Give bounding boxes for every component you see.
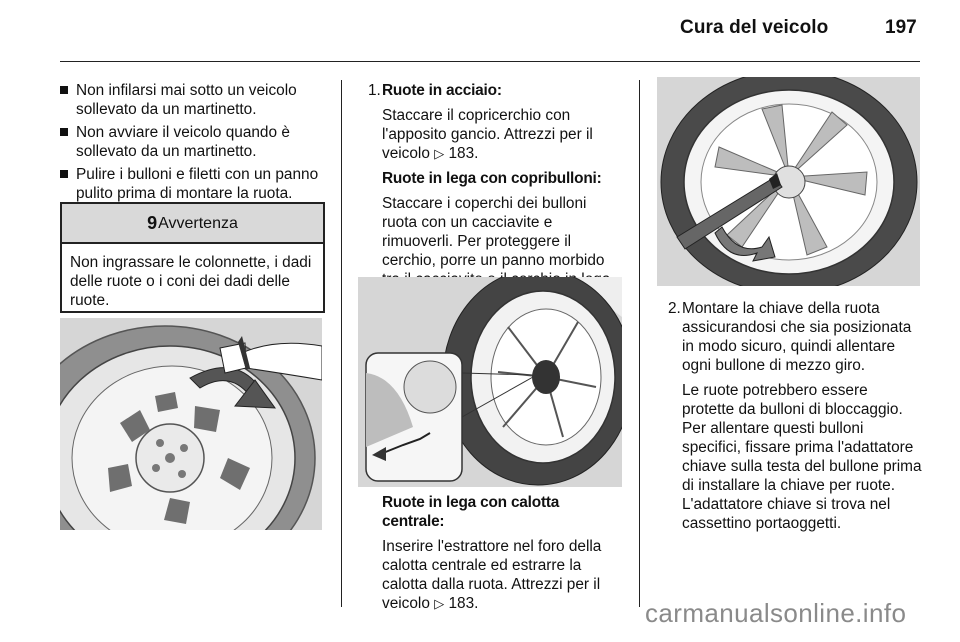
bullet-item: Non infilarsi mai sotto un veicolo sollevato da un martinetto. (60, 81, 325, 119)
alloy-cap-title: Ruote in lega con copribulloni: (382, 170, 602, 187)
steel-wheels-title: Ruote in acciaio: (382, 82, 502, 99)
column-2 (360, 81, 622, 295)
page-number: 197 (885, 17, 917, 38)
column-3 (660, 299, 922, 539)
square-bullet-icon (60, 86, 68, 94)
center-cap-text: Inserire l'estrattore nel foro della calotta centrale ed estrarre la calotta dalla ruota. Attrezzi per il veicolo ▷ 183. (382, 538, 602, 612)
page-ref: 183. (448, 595, 479, 612)
page-ref-icon: ▷ (434, 596, 445, 611)
square-bullet-icon (60, 170, 68, 178)
figure-hubcap-removal (60, 318, 322, 530)
center-cap-title: Ruote in lega con calotta centrale: (382, 494, 560, 530)
warning-box (60, 202, 325, 313)
locking-bolts-note: Le ruote potrebbero essere protette da bulloni di bloccaggio. Per allentare questi bulloni specifici, fissare prima l'adattatore chiave sulla testa del bullone prima di installare la chiave per ruote. L'adattatore chiave si trova nel cassettino portaoggetti. (682, 382, 922, 532)
page-ref: 183. (448, 145, 479, 162)
alloy-wheel-illustration (358, 277, 622, 487)
step-2 (660, 299, 922, 375)
warning-header (62, 204, 323, 244)
bullet-item: Pulire i bulloni e filetti con un panno pulito prima di montare la ruota. (60, 165, 325, 203)
step-1-number: 1. (368, 82, 381, 99)
watermark: carmanualsonline.info (645, 598, 907, 628)
wheel-wrench-illustration (657, 77, 920, 286)
center-cap-section (360, 493, 622, 619)
warning-title: Avvertenza (158, 214, 238, 232)
alloy-cap-text: Staccare i coperchi dei bulloni ruota con un cacciavite e rimuoverli. Per proteggere il cerchio, porre un panno morbido (382, 195, 605, 269)
square-bullet-icon (60, 128, 68, 136)
bullet-item: Non avviare il veicolo quando è sollevato da un martinetto. (60, 123, 325, 161)
column-1 (60, 81, 325, 207)
step-1 (360, 81, 622, 100)
page-ref-icon: ▷ (434, 146, 445, 161)
header-rule (60, 61, 920, 62)
figure-alloy-wheel (358, 277, 622, 487)
hubcap-illustration (60, 318, 322, 530)
steel-wheels-text: Staccare il copricerchio con l'apposito gancio. Attrezzi per il veicolo ▷ 183. (382, 107, 593, 162)
step-2-number: 2. (668, 300, 681, 317)
step-2-text: Montare la chiave della ruota assicurandosi che sia posizionata in modo sicuro, quindi allentare ogni bullone di mezzo giro. (682, 300, 912, 374)
header-section-title: Cura del veicolo (680, 17, 829, 38)
column-divider-1 (341, 80, 342, 607)
warning-text: Non ingrassare le colonnette, i dadi delle ruote o i coni dei dadi delle ruote. (70, 254, 312, 309)
figure-wheel-wrench (657, 77, 920, 286)
warning-triangle-icon: 9 (147, 212, 158, 233)
column-divider-2 (639, 80, 640, 607)
